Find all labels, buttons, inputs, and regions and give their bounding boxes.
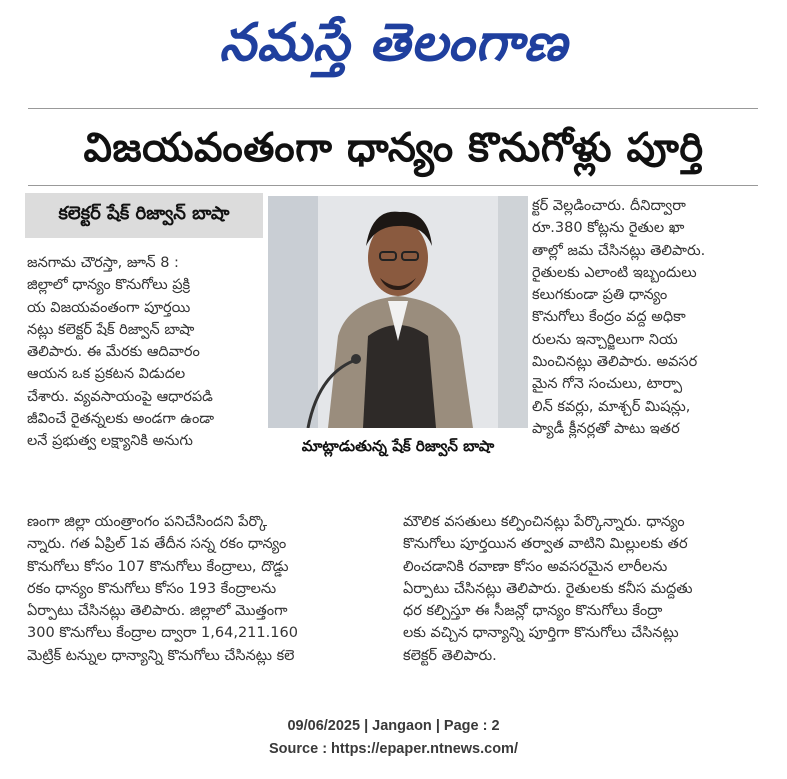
article-text-line: జనగామ చౌరస్తా, జూన్ 8 : <box>27 255 179 271</box>
article-text-line: రూ.380 కోట్లను రైతుల ఖా <box>532 220 685 237</box>
article-text-line: రులను ఇన్చార్జిలుగా నియ <box>532 331 678 348</box>
article-text-line: క్టర్ వెల్లడించారు. దీనిద్వారా <box>532 198 686 214</box>
article-text-line: 300 కొనుగోలు కేంద్రాల ద్వారా 1,64,211.160 <box>27 625 298 642</box>
article-text-line: ఆయన ఒక ప్రకటన విడుదల <box>27 366 186 383</box>
article-text-line: న్నారు. గత ఏప్రిల్ 1వ తేదీన సన్న రకం ధాన్యం <box>27 536 287 553</box>
photo-caption: మాట్లాడుతున్న షేక్ రిజ్వాన్ బాషా <box>268 428 528 468</box>
article-text-line: కలుగకుండా ప్రతి ధాన్యం <box>532 287 668 304</box>
article-text-line: మైన గోనె సంచులు, టార్పా <box>532 376 683 393</box>
article-text-line: తెలిపారు. ఈ మేరకు ఆదివారం <box>27 344 200 361</box>
right-wide-block <box>403 511 760 667</box>
left-column <box>27 252 263 453</box>
article-text-line: య విజయవంతంగా పూర్తయి <box>27 299 191 316</box>
article-text-line: మెట్రిక్ టన్నుల ధాన్యాన్ని కొనుగోలు చేసినట్లు కలె <box>27 647 295 664</box>
article-text-line: జీవించే రైతన్నలకు అండగా ఉండా <box>27 411 215 428</box>
article-headline: విజయవంతంగా ధాన్యం కొనుగోళ్లు పూర్తి <box>83 125 704 171</box>
subhead-box <box>25 193 263 238</box>
masthead <box>0 4 787 82</box>
article-text-line: లనే ప్రభుత్వ లక్ష్యానికి అనుగు <box>27 433 193 450</box>
article-text-line: తాల్లో జమ చేసినట్లు తెలిపారు. <box>532 242 706 259</box>
collector-photo-image <box>268 196 528 428</box>
right-column <box>532 195 760 440</box>
left-wide-block <box>27 511 397 667</box>
article-text-line: మౌలిక వసతులు కల్పించినట్లు పేర్కొన్నారు. ధాన్యం <box>403 514 685 530</box>
article-text-line: కొనుగోలు పూర్తయిన తర్వాత వాటిని మిల్లులకు తర <box>403 536 688 553</box>
article-text-line: జిల్లాలో ధాన్యం కొనుగోలు ప్రక్రి <box>27 277 191 294</box>
article-text-line: కొనుగోలు కోసం 107 కొనుగోలు కేంద్రాలు, దొడ్డు <box>27 558 289 575</box>
headline-divider <box>28 185 758 186</box>
article-text-line: ఏర్పాటు చేసినట్లు తెలిపారు. రైతులకు కనీస మద్దతు <box>403 580 693 597</box>
article-text-line: లించడానికి రవాణా కోసం అవసరమైన లారీలను <box>403 558 668 575</box>
article-text-line: కలెక్టర్ తెలిపారు. <box>403 647 497 664</box>
article-subhead: కలెక్టర్ షేక్ రిజ్వాన్ బాషా <box>58 203 230 224</box>
article-text-line: కొనుగోలు కేంద్రం వద్ద అధికా <box>532 309 686 326</box>
article-text-line: ధర కల్పిస్తూ ఈ సీజన్లో ధాన్యం కొనుగోలు కేంద్రా <box>403 603 663 620</box>
article-text-line: లిన్ కవర్లు, మాశ్చర్ మిషన్లు, <box>532 398 691 415</box>
article-text-line: రకం ధాన్యం కొనుగోలు కోసం 193 కేంద్రాలను <box>27 580 277 597</box>
collector-photo <box>268 196 528 428</box>
article-text-line: రైతులకు ఎలాంటి ఇబ్బందులు <box>532 264 697 281</box>
article-text-line: మించినట్లు తెలిపారు. అవసర <box>532 354 698 371</box>
article-text-line: నట్లు కలెక్టర్ షేక్ రిజ్వాన్ బాషా <box>27 321 195 338</box>
article-text-line: ఏర్పాటు చేసినట్లు తెలిపారు. జిల్లాలో మొత్తంగా <box>27 603 288 620</box>
footer-source: Source : https://epaper.ntnews.com/ <box>269 741 518 757</box>
article-text-line: ప్యాడీ క్లీనర్లతో పాటు ఇతర <box>532 420 680 437</box>
article-text-line: చేశారు. వ్యవసాయంపై ఆధారపడి <box>27 388 213 405</box>
footer-dateline: 09/06/2025 | Jangaon | Page : 2 <box>287 718 500 734</box>
article-text-line: లకు వచ్చిన ధాన్యాన్ని పూర్తిగా కొనుగోలు చేసినట్లు <box>403 625 679 642</box>
article-text-line: ణంగా జిల్లా యంత్రాంగం పనిచేసిందని పేర్కొ <box>27 514 268 530</box>
masthead-title: నమస్తే తెలంగాణ <box>219 12 568 73</box>
top-divider <box>28 108 758 109</box>
